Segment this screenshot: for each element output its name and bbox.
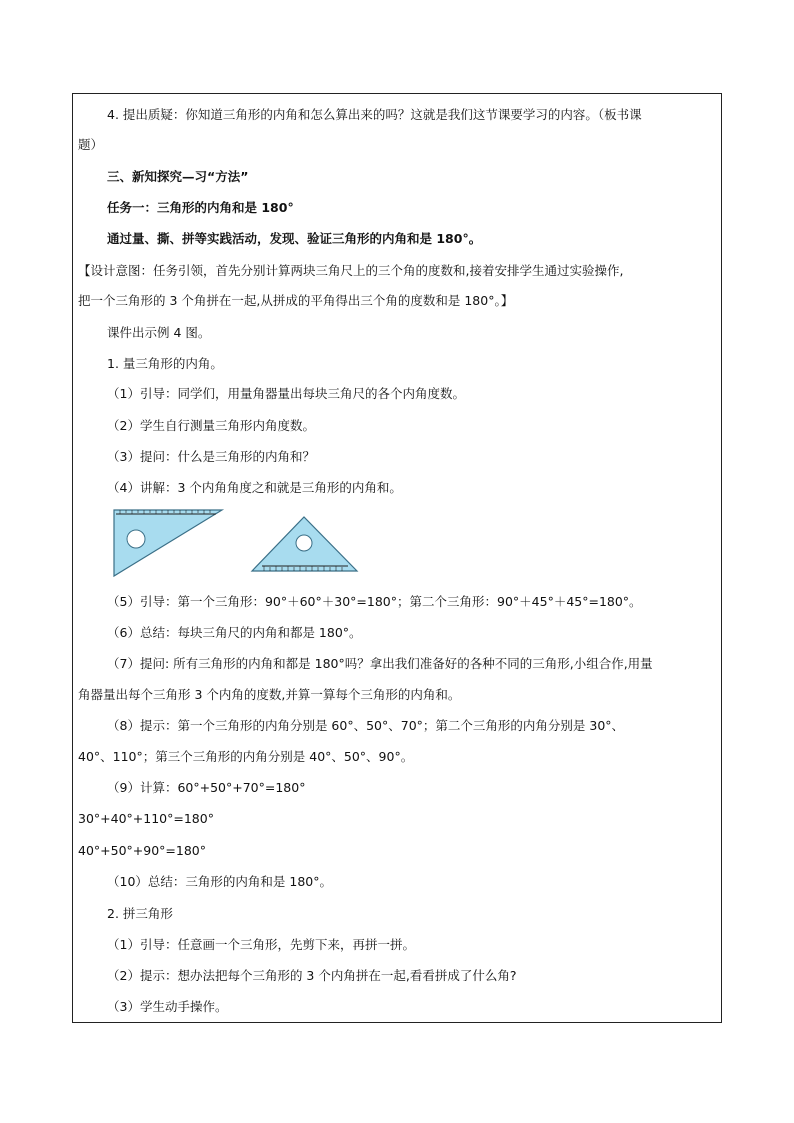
text-line: 30°+40°+110°=180°	[78, 811, 214, 826]
text-line: （2）提示：想办法把每个三角形的 3 个内角拼在一起,看看拼成了什么角?	[107, 968, 517, 983]
text-line: （2）学生自行测量三角形内角度数。	[107, 418, 315, 433]
text-line: （4）讲解：3 个内角角度之和就是三角形的内角和。	[107, 480, 402, 495]
set-square-45-45-icon	[250, 514, 360, 574]
text-line: （8）提示：第一个三角形的内角分别是 60°、50°、70°；第二个三角形的内角分别是 30°、	[107, 718, 625, 733]
text-line: （3）学生动手操作。	[107, 999, 228, 1014]
text-line: （10）总结：三角形的内角和是 180°。	[107, 874, 332, 889]
design-intent: 把一个三角形的 3 个角拼在一起,从拼成的平角得出三个角的度数和是 180°。】	[78, 293, 514, 308]
task-goal: 通过量、撕、拼等实践活动，发现、验证三角形的内角和是 180°。	[107, 231, 482, 246]
text-line: （7）提问: 所有三角形的内角和都是 180°吗？拿出我们准备好的各种不同的三角形,小组合作,用量	[107, 656, 653, 671]
section-heading: 三、新知探究—习“方法”	[107, 169, 249, 184]
task-heading: 任务一：三角形的内角和是 180°	[107, 200, 294, 215]
text-line: 题）	[78, 137, 104, 152]
text-line: （5）引导：第一个三角形：90°＋60°＋30°=180°；第二个三角形：90°＋45°＋45°=180°。	[107, 594, 642, 609]
text-line: （3）提问：什么是三角形的内角和？	[107, 449, 315, 464]
text-line: 课件出示例 4 图。	[107, 325, 211, 340]
text-line: 4. 提出质疑：你知道三角形的内角和怎么算出来的吗？这就是我们这节课要学习的内容。（板书课	[107, 107, 642, 122]
text-line: （6）总结：每块三角尺的内角和都是 180°。	[107, 625, 362, 640]
text-line: （1）引导：任意画一个三角形，先剪下来，再拼一拼。	[107, 937, 415, 952]
set-square-30-60-icon	[112, 508, 226, 580]
text-line: 角器量出每个三角形 3 个内角的度数,并算一算每个三角形的内角和。	[78, 687, 461, 702]
text-line: 40°+50°+90°=180°	[78, 843, 206, 858]
text-line: 40°、110°；第三个三角形的内角分别是 40°、50°、90°。	[78, 749, 414, 764]
design-intent: 【设计意图：任务引领，首先分别计算两块三角尺上的三个角的度数和,接着安排学生通过实验操作,	[78, 263, 624, 278]
text-line: （1）引导：同学们，用量角器量出每块三角尺的各个内角度数。	[107, 386, 465, 401]
text-line: （9）计算：60°+50°+70°=180°	[107, 780, 306, 795]
step-heading: 2. 拼三角形	[107, 906, 173, 921]
step-heading: 1. 量三角形的内角。	[107, 356, 223, 371]
